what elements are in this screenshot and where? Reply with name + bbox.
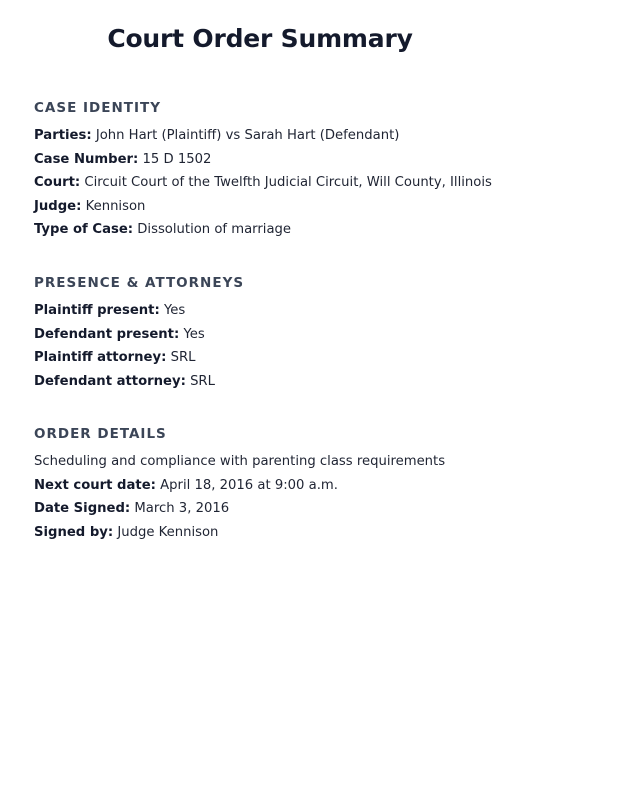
section-heading-presence-attorneys: PRESENCE & ATTORNEYS <box>34 275 245 291</box>
section-heading-case-identity: CASE IDENTITY <box>34 100 161 116</box>
parties-row <box>34 124 594 148</box>
section-heading-order-details: ORDER DETAILS <box>34 426 167 442</box>
case-type-value: Dissolution of marriage <box>137 222 292 237</box>
judge-value: Kennison <box>85 198 146 214</box>
court-label: Court: <box>34 175 81 190</box>
next-court-date-label: Next court date: <box>34 477 156 493</box>
date-signed-label: Date Signed: <box>34 501 131 516</box>
date-signed-row <box>34 497 594 521</box>
plaintiff-present-row <box>34 299 594 323</box>
page-title: Court Order Summary <box>107 24 413 53</box>
case-number-value: 15 D 1502 <box>142 151 212 167</box>
plaintiff-present-value: Yes <box>163 303 186 318</box>
parties-value: John Hart (Plaintiff) vs Sarah Hart (Defendant) <box>95 128 400 143</box>
signed-by-value: Judge Kennison <box>117 524 219 540</box>
case-number-label: Case Number: <box>34 151 139 167</box>
order-description: Scheduling and compliance with parenting class requirements <box>34 454 446 469</box>
plaintiff-attorney-value: SRL <box>170 350 196 365</box>
judge-label: Judge: <box>34 198 82 214</box>
court-value: Circuit Court of the Twelfth Judicial Circuit, Will County, Illinois <box>84 175 492 190</box>
plaintiff-attorney-row <box>34 346 594 370</box>
plaintiff-attorney-label: Plaintiff attorney: <box>34 350 167 365</box>
next-court-date-row <box>34 474 594 498</box>
defendant-attorney-value: SRL <box>190 373 215 389</box>
court-row <box>34 171 594 195</box>
defendant-present-row <box>34 323 594 347</box>
case-number-row <box>34 148 594 172</box>
signed-by-label: Signed by: <box>34 524 114 540</box>
signed-by-row <box>34 521 594 545</box>
presence-attorneys-section <box>34 274 594 393</box>
order-details-section <box>34 425 594 544</box>
defendant-attorney-row <box>34 370 594 394</box>
parties-label: Parties: <box>34 128 92 143</box>
judge-row <box>34 195 594 219</box>
defendant-present-label: Defendant present: <box>34 326 180 342</box>
plaintiff-present-label: Plaintiff present: <box>34 303 160 318</box>
case-type-label: Type of Case: <box>34 222 134 237</box>
date-signed-value: March 3, 2016 <box>134 501 230 516</box>
next-court-date-value: April 18, 2016 at 9:00 a.m. <box>160 477 338 493</box>
defendant-attorney-label: Defendant attorney: <box>34 373 186 389</box>
case-type-row <box>34 218 594 242</box>
defendant-present-value: Yes <box>183 326 205 342</box>
case-identity-section <box>34 99 594 242</box>
